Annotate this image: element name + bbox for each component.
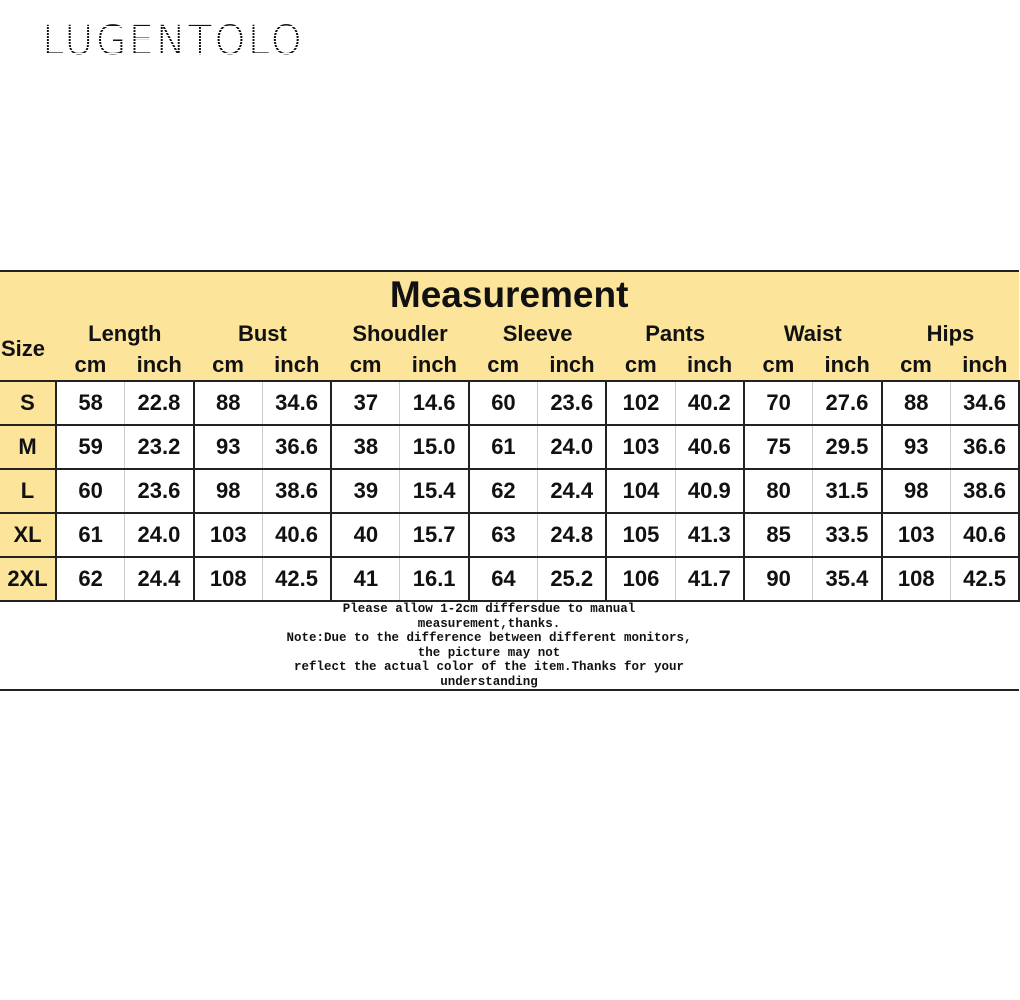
value-cell: 23.6 bbox=[125, 469, 194, 513]
value-cell: 64 bbox=[469, 557, 538, 601]
unit-header: inch bbox=[950, 350, 1019, 381]
value-cell: 24.0 bbox=[125, 513, 194, 557]
value-cell: 40.2 bbox=[675, 381, 744, 425]
brand-logo: LUGENTOLO bbox=[42, 18, 305, 64]
table-row bbox=[0, 469, 1019, 513]
value-cell: 23.6 bbox=[538, 381, 607, 425]
unit-header: inch bbox=[262, 350, 331, 381]
value-cell: 35.4 bbox=[813, 557, 882, 601]
value-cell: 108 bbox=[194, 557, 263, 601]
value-cell: 38.6 bbox=[262, 469, 331, 513]
value-cell: 80 bbox=[744, 469, 813, 513]
value-cell: 88 bbox=[194, 381, 263, 425]
unit-header: cm bbox=[606, 350, 675, 381]
value-cell: 98 bbox=[194, 469, 263, 513]
value-cell: 90 bbox=[744, 557, 813, 601]
value-cell: 103 bbox=[882, 513, 951, 557]
value-cell: 40 bbox=[331, 513, 400, 557]
unit-header: inch bbox=[400, 350, 469, 381]
unit-header: cm bbox=[194, 350, 263, 381]
size-chart bbox=[0, 270, 1008, 691]
column-group-header: Shoudler bbox=[331, 317, 469, 350]
note-line: measurement,thanks. bbox=[417, 616, 561, 631]
column-group-header: Bust bbox=[194, 317, 332, 350]
size-header: Size bbox=[0, 317, 56, 381]
note-line: Please allow 1-2cm differsdue to manual bbox=[342, 602, 636, 616]
value-cell: 62 bbox=[469, 469, 538, 513]
unit-header: inch bbox=[675, 350, 744, 381]
value-cell: 41.7 bbox=[675, 557, 744, 601]
column-group-header: Length bbox=[56, 317, 194, 350]
size-cell: 2XL bbox=[0, 557, 56, 601]
unit-header: cm bbox=[331, 350, 400, 381]
value-cell: 15.4 bbox=[400, 469, 469, 513]
unit-header: cm bbox=[882, 350, 951, 381]
note bbox=[0, 601, 1019, 690]
value-cell: 15.7 bbox=[400, 513, 469, 557]
value-cell: 38 bbox=[331, 425, 400, 469]
value-cell: 38.6 bbox=[950, 469, 1019, 513]
size-cell: L bbox=[0, 469, 56, 513]
unit-header: cm bbox=[469, 350, 538, 381]
value-cell: 27.6 bbox=[813, 381, 882, 425]
value-cell: 41.3 bbox=[675, 513, 744, 557]
value-cell: 33.5 bbox=[813, 513, 882, 557]
column-group-header: Pants bbox=[606, 317, 744, 350]
value-cell: 61 bbox=[469, 425, 538, 469]
value-cell: 42.5 bbox=[262, 557, 331, 601]
value-cell: 63 bbox=[469, 513, 538, 557]
column-group-header: Hips bbox=[882, 317, 1020, 350]
value-cell: 62 bbox=[56, 557, 125, 601]
table-row bbox=[0, 557, 1019, 601]
value-cell: 40.6 bbox=[262, 513, 331, 557]
value-cell: 23.2 bbox=[125, 425, 194, 469]
table-row bbox=[0, 425, 1019, 469]
value-cell: 37 bbox=[331, 381, 400, 425]
value-cell: 22.8 bbox=[125, 381, 194, 425]
value-cell: 25.2 bbox=[538, 557, 607, 601]
size-cell: XL bbox=[0, 513, 56, 557]
value-cell: 108 bbox=[882, 557, 951, 601]
value-cell: 16.1 bbox=[400, 557, 469, 601]
column-group-header: Waist bbox=[744, 317, 882, 350]
value-cell: 41 bbox=[331, 557, 400, 601]
value-cell: 40.9 bbox=[675, 469, 744, 513]
value-cell: 34.6 bbox=[950, 381, 1019, 425]
value-cell: 15.0 bbox=[400, 425, 469, 469]
table-row bbox=[0, 513, 1019, 557]
value-cell: 24.0 bbox=[538, 425, 607, 469]
unit-header: inch bbox=[813, 350, 882, 381]
unit-header: inch bbox=[125, 350, 194, 381]
value-cell: 75 bbox=[744, 425, 813, 469]
table-row bbox=[0, 381, 1019, 425]
unit-header: cm bbox=[56, 350, 125, 381]
value-cell: 105 bbox=[606, 513, 675, 557]
value-cell: 106 bbox=[606, 557, 675, 601]
value-cell: 42.5 bbox=[950, 557, 1019, 601]
value-cell: 39 bbox=[331, 469, 400, 513]
value-cell: 24.4 bbox=[538, 469, 607, 513]
value-cell: 85 bbox=[744, 513, 813, 557]
value-cell: 60 bbox=[56, 469, 125, 513]
size-cell: S bbox=[0, 381, 56, 425]
unit-header: cm bbox=[744, 350, 813, 381]
size-cell: M bbox=[0, 425, 56, 469]
value-cell: 24.4 bbox=[125, 557, 194, 601]
value-cell: 40.6 bbox=[675, 425, 744, 469]
value-cell: 40.6 bbox=[950, 513, 1019, 557]
note-line: understanding bbox=[440, 674, 538, 689]
unit-header: inch bbox=[538, 350, 607, 381]
column-group-header: Sleeve bbox=[469, 317, 607, 350]
value-cell: 60 bbox=[469, 381, 538, 425]
value-cell: 102 bbox=[606, 381, 675, 425]
value-cell: 59 bbox=[56, 425, 125, 469]
value-cell: 93 bbox=[882, 425, 951, 469]
value-cell: 14.6 bbox=[400, 381, 469, 425]
value-cell: 88 bbox=[882, 381, 951, 425]
value-cell: 61 bbox=[56, 513, 125, 557]
value-cell: 103 bbox=[194, 513, 263, 557]
note-line: the picture may not bbox=[417, 645, 561, 660]
value-cell: 36.6 bbox=[262, 425, 331, 469]
value-cell: 24.8 bbox=[538, 513, 607, 557]
value-cell: 34.6 bbox=[262, 381, 331, 425]
value-cell: 104 bbox=[606, 469, 675, 513]
table-title: Measurement bbox=[0, 271, 1019, 317]
note-line: Note:Due to the difference between different monitors, bbox=[286, 631, 692, 645]
value-cell: 70 bbox=[744, 381, 813, 425]
value-cell: 98 bbox=[882, 469, 951, 513]
value-cell: 103 bbox=[606, 425, 675, 469]
value-cell: 58 bbox=[56, 381, 125, 425]
value-cell: 31.5 bbox=[813, 469, 882, 513]
value-cell: 36.6 bbox=[950, 425, 1019, 469]
note-line: reflect the actual color of the item.Thanks for your bbox=[293, 660, 685, 674]
value-cell: 29.5 bbox=[813, 425, 882, 469]
value-cell: 93 bbox=[194, 425, 263, 469]
